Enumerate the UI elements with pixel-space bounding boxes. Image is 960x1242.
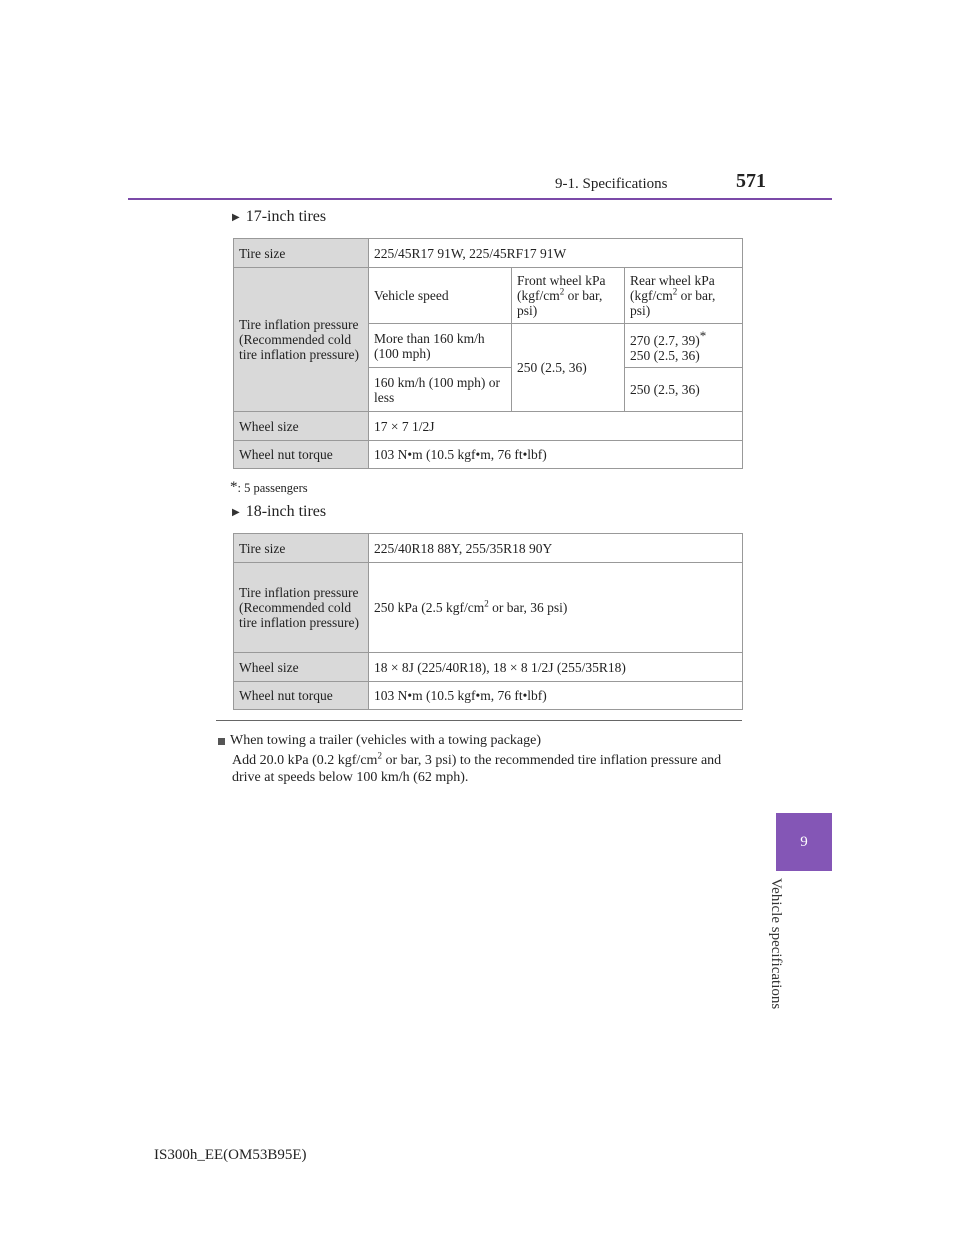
wheel-size-label: Wheel size bbox=[234, 412, 369, 441]
chapter-label-text: Vehicle specifications bbox=[768, 878, 784, 1010]
tire-table-18-inch bbox=[233, 533, 743, 710]
heading-17-inch-text: 17-inch tires bbox=[245, 208, 327, 225]
square-bullet-icon bbox=[218, 738, 225, 745]
wheel-size-label: Wheel size bbox=[234, 653, 369, 682]
inflation-pressure-value: 250 kPa (2.5 kgf/$cm^2$ or bar, 36 psi) bbox=[369, 563, 743, 653]
header-rule bbox=[128, 198, 832, 200]
footnote-text: : 5 passengers bbox=[237, 481, 308, 495]
tire-size-label: Tire size bbox=[234, 239, 369, 268]
wheel-nut-torque-label: Wheel nut torque bbox=[234, 682, 369, 710]
note-body: Add 20.0 kPa (0.2 kgf/$cm^2$ or bar, 3 psi) to the recommended tire inflation pressure and drive at speeds below 100 km/h (62 mph). bbox=[232, 750, 722, 785]
wheel-nut-torque-label: Wheel nut torque bbox=[234, 441, 369, 469]
rear-pressure-low: 250 (2.5, 36) bbox=[625, 368, 743, 412]
chapter-tab: 9 bbox=[776, 813, 832, 871]
inflation-pressure-label: Tire inflation pressure (Recommended cold tire inflation pressure) bbox=[234, 563, 369, 653]
vehicle-speed-header: Vehicle speed bbox=[369, 268, 512, 324]
wheel-size-value: 18 × 8J (225/40R18), 18 × 8 1/2J (255/35R18) bbox=[369, 653, 743, 682]
rear-pressure-high: 270 (2.7, 39)* 250 (2.5, 36) bbox=[625, 324, 743, 368]
speed-high-cell: More than 160 km/h (100 mph) bbox=[369, 324, 512, 368]
wheel-size-value: 17 × 7 1/2J bbox=[369, 412, 743, 441]
heading-18-inch bbox=[232, 503, 326, 521]
tire-size-value: 225/45R17 91W, 225/45RF17 91W bbox=[369, 239, 743, 268]
note-divider bbox=[216, 720, 742, 721]
heading-18-inch-text: 18-inch tires bbox=[245, 503, 327, 520]
footnote-marker: * bbox=[230, 479, 238, 495]
chapter-label bbox=[768, 878, 788, 1028]
page-number: 571 bbox=[736, 170, 766, 192]
tire-table-17-inch bbox=[233, 238, 743, 469]
inflation-pressure-label: Tire inflation pressure (Recommended cold tire inflation pressure) bbox=[234, 268, 369, 412]
footnote bbox=[230, 479, 308, 496]
front-wheel-header: Front wheel kPa ($kgf/cm^2$ or bar, psi) bbox=[512, 268, 625, 324]
note-title-text: When towing a trailer (vehicles with a towing package) bbox=[230, 733, 541, 748]
section-title: 9-1. Specifications bbox=[555, 176, 668, 192]
wheel-nut-torque-value: 103 N•m (10.5 kgf•m, 76 ft•lbf) bbox=[369, 682, 743, 710]
note-title bbox=[218, 733, 541, 749]
rear-wheel-header: Rear wheel kPa ($kgf/cm^2$ or bar, psi) bbox=[625, 268, 743, 324]
triangle-right-icon: ▶ bbox=[232, 211, 240, 223]
tire-size-value: 225/40R18 88Y, 255/35R18 90Y bbox=[369, 534, 743, 563]
speed-low-cell: 160 km/h (100 mph) or less bbox=[369, 368, 512, 412]
heading-17-inch bbox=[232, 208, 326, 226]
triangle-right-icon: ▶ bbox=[232, 506, 240, 518]
wheel-nut-torque-value: 103 N•m (10.5 kgf•m, 76 ft•lbf) bbox=[369, 441, 743, 469]
tire-size-label: Tire size bbox=[234, 534, 369, 563]
document-code: IS300h_EE(OM53B95E) bbox=[154, 1147, 307, 1163]
front-pressure-value: 250 (2.5, 36) bbox=[512, 324, 625, 412]
